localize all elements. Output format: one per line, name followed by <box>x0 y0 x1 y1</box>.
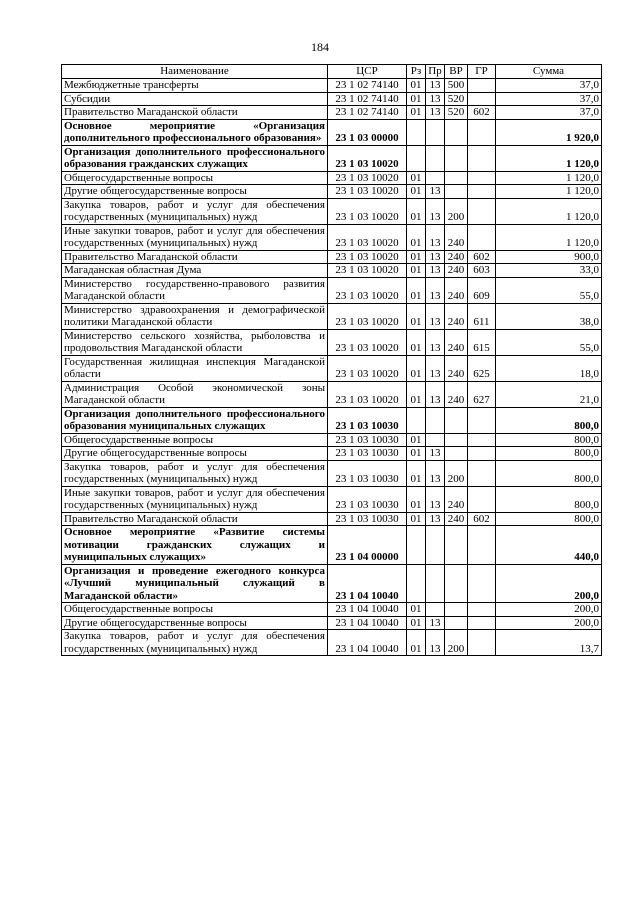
table-row <box>62 381 602 407</box>
cell-rz: 01 <box>407 92 426 106</box>
cell-pr: 13 <box>426 303 445 329</box>
cell-name: Министерство государственно-правового развития Магаданской области <box>62 277 328 303</box>
cell-pr: 13 <box>426 185 445 199</box>
cell-name: Магаданская областная Дума <box>62 264 328 278</box>
cell-name: Другие общегосударственные вопросы <box>62 616 328 630</box>
cell-sum: 37,0 <box>496 106 602 120</box>
cell-gr <box>468 630 496 656</box>
cell-csr: 23 1 03 10030 <box>328 512 407 526</box>
cell-rz: 01 <box>407 433 426 447</box>
table-row <box>62 119 602 145</box>
table-row <box>62 303 602 329</box>
cell-csr: 23 1 04 10040 <box>328 616 407 630</box>
cell-sum: 21,0 <box>496 381 602 407</box>
cell-vr <box>445 145 468 171</box>
cell-name: Закупка товаров, работ и услуг для обеспечения государственных (муниципальных) нужд <box>62 630 328 656</box>
cell-rz: 01 <box>407 512 426 526</box>
table-row <box>62 145 602 171</box>
cell-rz: 01 <box>407 277 426 303</box>
cell-rz: 01 <box>407 603 426 617</box>
header-rz: Рз <box>407 65 426 79</box>
table-body <box>62 79 602 656</box>
cell-csr: 23 1 04 10040 <box>328 630 407 656</box>
cell-sum: 13,7 <box>496 630 602 656</box>
table-row <box>62 447 602 461</box>
header-pr: Пр <box>426 65 445 79</box>
cell-csr: 23 1 03 00000 <box>328 119 407 145</box>
cell-sum: 900,0 <box>496 250 602 264</box>
header-row <box>62 65 602 79</box>
table-row <box>62 355 602 381</box>
cell-pr: 13 <box>426 329 445 355</box>
cell-name: Правительство Магаданской области <box>62 512 328 526</box>
cell-pr <box>426 171 445 185</box>
cell-gr <box>468 92 496 106</box>
cell-csr: 23 1 02 74140 <box>328 79 407 93</box>
cell-pr <box>426 433 445 447</box>
cell-vr: 240 <box>445 381 468 407</box>
cell-sum: 55,0 <box>496 277 602 303</box>
cell-gr <box>468 526 496 565</box>
cell-sum: 800,0 <box>496 512 602 526</box>
cell-name: Межбюджетные трансферты <box>62 79 328 93</box>
table-row <box>62 264 602 278</box>
cell-rz: 01 <box>407 616 426 630</box>
cell-csr: 23 1 03 10020 <box>328 277 407 303</box>
cell-name: Министерство здравоохранения и демографической политики Магаданской области <box>62 303 328 329</box>
cell-vr <box>445 433 468 447</box>
cell-gr <box>468 407 496 433</box>
cell-pr <box>426 603 445 617</box>
cell-vr: 240 <box>445 512 468 526</box>
cell-gr: 602 <box>468 250 496 264</box>
page-number: 184 <box>311 40 329 54</box>
cell-csr: 23 1 03 10030 <box>328 447 407 461</box>
cell-csr: 23 1 04 00000 <box>328 526 407 565</box>
cell-name: Другие общегосударственные вопросы <box>62 447 328 461</box>
cell-rz: 01 <box>407 198 426 224</box>
cell-vr <box>445 171 468 185</box>
cell-rz: 01 <box>407 630 426 656</box>
cell-pr: 13 <box>426 486 445 512</box>
table-row <box>62 616 602 630</box>
cell-name: Общегосударственные вопросы <box>62 171 328 185</box>
cell-gr <box>468 171 496 185</box>
cell-vr: 240 <box>445 224 468 250</box>
cell-rz: 01 <box>407 250 426 264</box>
cell-pr: 13 <box>426 460 445 486</box>
header-csr: ЦСР <box>328 65 407 79</box>
cell-pr <box>426 526 445 565</box>
cell-rz <box>407 119 426 145</box>
cell-pr: 13 <box>426 277 445 303</box>
table-row <box>62 79 602 93</box>
cell-gr: 611 <box>468 303 496 329</box>
table-row <box>62 460 602 486</box>
cell-gr: 609 <box>468 277 496 303</box>
table-row <box>62 564 602 603</box>
cell-sum: 18,0 <box>496 355 602 381</box>
cell-rz: 01 <box>407 460 426 486</box>
cell-sum: 800,0 <box>496 407 602 433</box>
table-row <box>62 171 602 185</box>
cell-gr: 627 <box>468 381 496 407</box>
cell-name: Общегосударственные вопросы <box>62 433 328 447</box>
cell-vr: 520 <box>445 106 468 120</box>
table-header <box>62 65 602 79</box>
cell-rz <box>407 564 426 603</box>
cell-vr: 240 <box>445 303 468 329</box>
cell-csr: 23 1 04 10040 <box>328 564 407 603</box>
cell-pr: 13 <box>426 79 445 93</box>
cell-vr <box>445 526 468 565</box>
cell-csr: 23 1 03 10030 <box>328 407 407 433</box>
cell-gr: 603 <box>468 264 496 278</box>
cell-rz: 01 <box>407 106 426 120</box>
cell-rz: 01 <box>407 303 426 329</box>
cell-pr: 13 <box>426 264 445 278</box>
cell-sum: 33,0 <box>496 264 602 278</box>
cell-csr: 23 1 03 10020 <box>328 303 407 329</box>
cell-sum: 800,0 <box>496 486 602 512</box>
table-row <box>62 630 602 656</box>
cell-rz <box>407 407 426 433</box>
cell-rz: 01 <box>407 264 426 278</box>
cell-sum: 1 120,0 <box>496 171 602 185</box>
cell-vr: 240 <box>445 277 468 303</box>
cell-vr <box>445 616 468 630</box>
cell-vr <box>445 447 468 461</box>
cell-rz: 01 <box>407 447 426 461</box>
cell-sum: 200,0 <box>496 603 602 617</box>
cell-csr: 23 1 02 74140 <box>328 92 407 106</box>
cell-rz: 01 <box>407 355 426 381</box>
cell-csr: 23 1 02 74140 <box>328 106 407 120</box>
cell-gr <box>468 616 496 630</box>
cell-pr <box>426 145 445 171</box>
cell-name: Основное мероприятие «Развитие системы мотивации гражданских служащих и муниципальных служащих» <box>62 526 328 565</box>
cell-name: Другие общегосударственные вопросы <box>62 185 328 199</box>
table-row <box>62 526 602 565</box>
cell-csr: 23 1 03 10020 <box>328 198 407 224</box>
cell-pr: 13 <box>426 92 445 106</box>
cell-gr: 625 <box>468 355 496 381</box>
cell-csr: 23 1 03 10030 <box>328 433 407 447</box>
cell-vr <box>445 119 468 145</box>
cell-csr: 23 1 03 10020 <box>328 145 407 171</box>
cell-pr: 13 <box>426 447 445 461</box>
header-gr: ГР <box>468 65 496 79</box>
cell-rz <box>407 145 426 171</box>
cell-csr: 23 1 03 10020 <box>328 355 407 381</box>
cell-vr <box>445 603 468 617</box>
cell-name: Министерство сельского хозяйства, рыболовства и продовольствия Магаданской области <box>62 329 328 355</box>
cell-rz: 01 <box>407 185 426 199</box>
cell-gr: 602 <box>468 512 496 526</box>
cell-gr <box>468 198 496 224</box>
cell-gr: 602 <box>468 106 496 120</box>
cell-csr: 23 1 03 10020 <box>328 329 407 355</box>
table-row <box>62 407 602 433</box>
cell-pr: 13 <box>426 355 445 381</box>
cell-vr: 200 <box>445 198 468 224</box>
cell-name: Закупка товаров, работ и услуг для обеспечения государственных (муниципальных) нужд <box>62 460 328 486</box>
cell-sum: 1 920,0 <box>496 119 602 145</box>
cell-name: Государственная жилищная инспекция Магаданской области <box>62 355 328 381</box>
table-row <box>62 92 602 106</box>
cell-name: Организация и проведение ежегодного конкурса «Лучший муниципальный служащий в Магаданской области» <box>62 564 328 603</box>
cell-name: Администрация Особой экономической зоны Магаданской области <box>62 381 328 407</box>
cell-sum: 37,0 <box>496 79 602 93</box>
cell-sum: 1 120,0 <box>496 198 602 224</box>
cell-vr <box>445 564 468 603</box>
cell-pr <box>426 407 445 433</box>
table-row <box>62 250 602 264</box>
cell-vr: 240 <box>445 250 468 264</box>
cell-vr <box>445 185 468 199</box>
cell-name: Иные закупки товаров, работ и услуг для обеспечения государственных (муниципальных) нужд <box>62 224 328 250</box>
table-row <box>62 185 602 199</box>
cell-vr: 240 <box>445 329 468 355</box>
cell-sum: 200,0 <box>496 564 602 603</box>
cell-gr: 615 <box>468 329 496 355</box>
cell-sum: 1 120,0 <box>496 145 602 171</box>
cell-sum: 37,0 <box>496 92 602 106</box>
cell-vr: 200 <box>445 630 468 656</box>
table-row <box>62 433 602 447</box>
cell-vr: 200 <box>445 460 468 486</box>
cell-csr: 23 1 03 10020 <box>328 381 407 407</box>
header-name: Наименование <box>62 65 328 79</box>
cell-gr <box>468 486 496 512</box>
cell-name: Общегосударственные вопросы <box>62 603 328 617</box>
cell-gr <box>468 603 496 617</box>
cell-name: Иные закупки товаров, работ и услуг для обеспечения государственных (муниципальных) нужд <box>62 486 328 512</box>
cell-csr: 23 1 03 10020 <box>328 224 407 250</box>
cell-rz <box>407 526 426 565</box>
cell-sum: 200,0 <box>496 616 602 630</box>
cell-rz: 01 <box>407 79 426 93</box>
table-row <box>62 224 602 250</box>
table-row <box>62 512 602 526</box>
cell-vr: 500 <box>445 79 468 93</box>
cell-sum: 440,0 <box>496 526 602 565</box>
cell-vr <box>445 407 468 433</box>
cell-vr: 240 <box>445 486 468 512</box>
cell-csr: 23 1 03 10020 <box>328 171 407 185</box>
table-row <box>62 329 602 355</box>
cell-name: Организация дополнительного профессионального образования муниципальных служащих <box>62 407 328 433</box>
cell-csr: 23 1 04 10040 <box>328 603 407 617</box>
cell-csr: 23 1 03 10020 <box>328 250 407 264</box>
cell-sum: 1 120,0 <box>496 185 602 199</box>
cell-csr: 23 1 03 10020 <box>328 264 407 278</box>
cell-csr: 23 1 03 10030 <box>328 460 407 486</box>
header-sum: Сумма <box>496 65 602 79</box>
cell-name: Основное мероприятие «Организация дополнительного профессионального образования» <box>62 119 328 145</box>
cell-rz: 01 <box>407 329 426 355</box>
cell-pr: 13 <box>426 198 445 224</box>
cell-gr <box>468 460 496 486</box>
cell-sum: 800,0 <box>496 433 602 447</box>
table-row <box>62 198 602 224</box>
table-row <box>62 603 602 617</box>
cell-rz: 01 <box>407 171 426 185</box>
cell-name: Правительство Магаданской области <box>62 250 328 264</box>
cell-rz: 01 <box>407 224 426 250</box>
cell-sum: 800,0 <box>496 460 602 486</box>
cell-pr <box>426 119 445 145</box>
cell-pr: 13 <box>426 381 445 407</box>
cell-name: Закупка товаров, работ и услуг для обеспечения государственных (муниципальных) нужд <box>62 198 328 224</box>
cell-vr: 520 <box>445 92 468 106</box>
cell-sum: 38,0 <box>496 303 602 329</box>
cell-gr <box>468 433 496 447</box>
cell-gr <box>468 145 496 171</box>
cell-sum: 800,0 <box>496 447 602 461</box>
budget-table <box>61 64 602 656</box>
cell-pr: 13 <box>426 106 445 120</box>
header-vr: ВР <box>445 65 468 79</box>
cell-pr: 13 <box>426 250 445 264</box>
cell-sum: 1 120,0 <box>496 224 602 250</box>
table-row <box>62 106 602 120</box>
cell-gr <box>468 447 496 461</box>
cell-gr <box>468 185 496 199</box>
cell-pr: 13 <box>426 512 445 526</box>
cell-name: Организация дополнительного профессионального образования гражданских служащих <box>62 145 328 171</box>
cell-name: Правительство Магаданской области <box>62 106 328 120</box>
cell-sum: 55,0 <box>496 329 602 355</box>
cell-csr: 23 1 03 10020 <box>328 185 407 199</box>
cell-pr: 13 <box>426 616 445 630</box>
cell-csr: 23 1 03 10030 <box>328 486 407 512</box>
cell-gr <box>468 224 496 250</box>
cell-gr <box>468 119 496 145</box>
cell-rz: 01 <box>407 381 426 407</box>
cell-rz: 01 <box>407 486 426 512</box>
cell-pr: 13 <box>426 630 445 656</box>
cell-pr <box>426 564 445 603</box>
cell-gr <box>468 564 496 603</box>
cell-vr: 240 <box>445 355 468 381</box>
table-row <box>62 486 602 512</box>
cell-pr: 13 <box>426 224 445 250</box>
cell-name: Субсидии <box>62 92 328 106</box>
cell-gr <box>468 79 496 93</box>
cell-vr: 240 <box>445 264 468 278</box>
table-row <box>62 277 602 303</box>
